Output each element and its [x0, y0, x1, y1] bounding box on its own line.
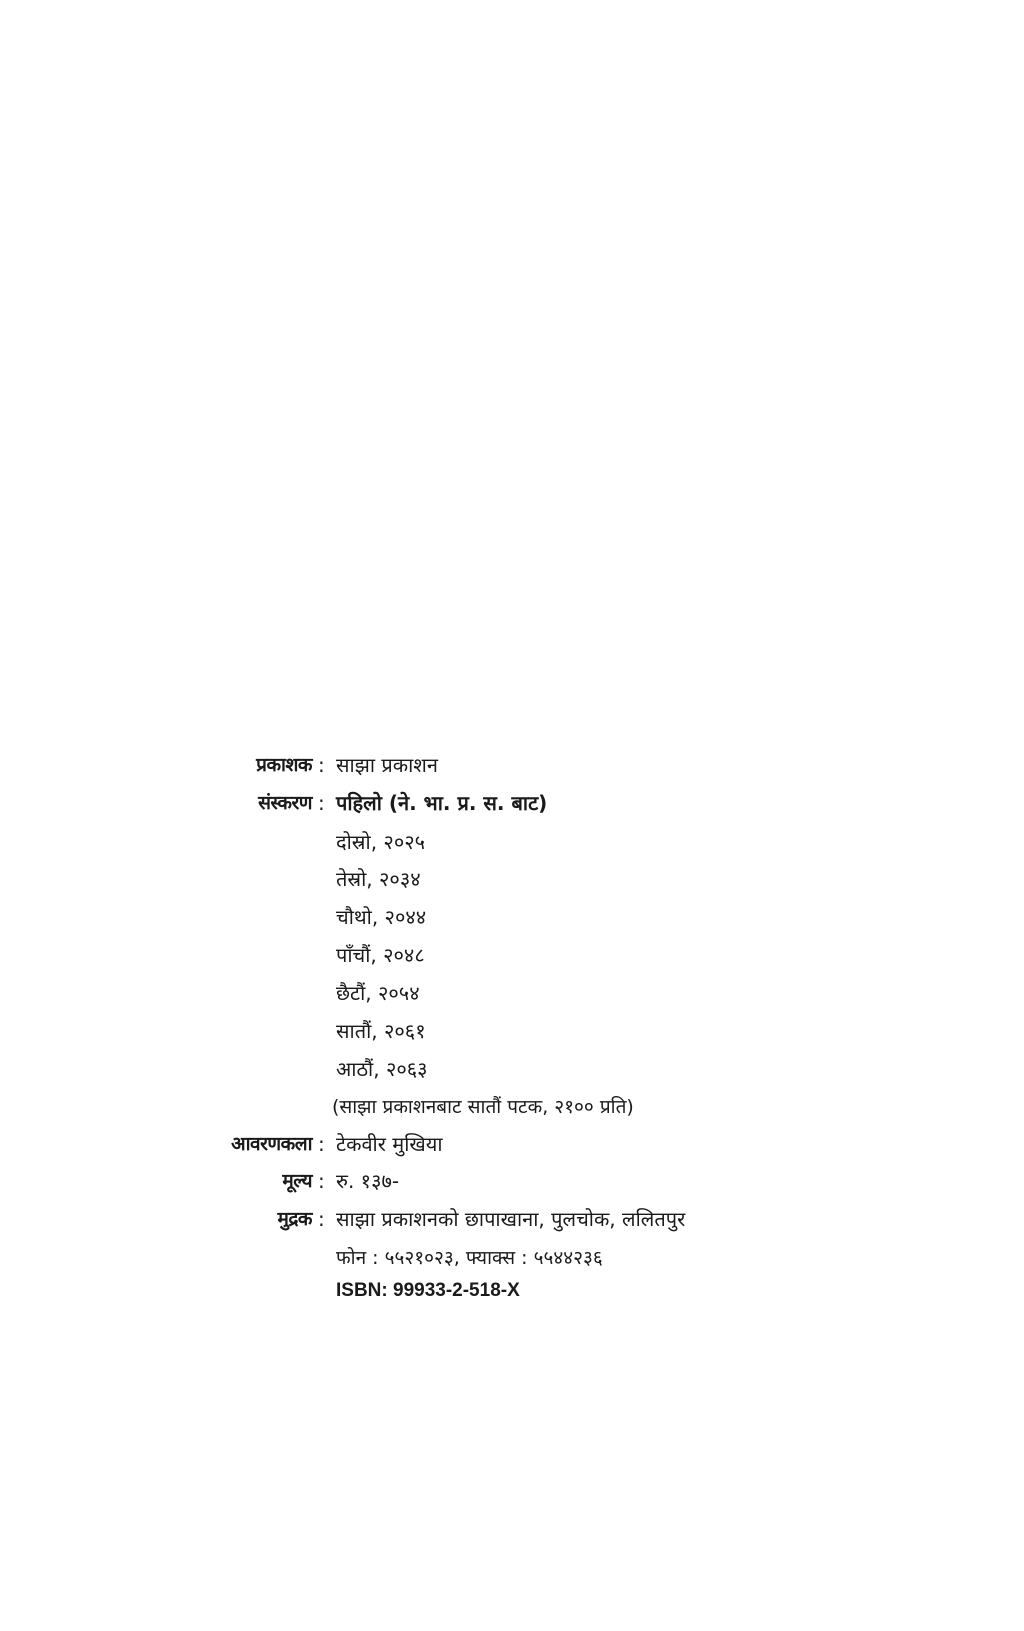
printer-contact: फोन : ५५२१०२३, फ्याक्स : ५५४४२३६ — [336, 1247, 603, 1269]
edition-item: चौथो, २०४४ — [336, 905, 427, 929]
edition-item: आठौं, २०६३ — [336, 1057, 428, 1081]
isbn: ISBN: 99933-2-518-X — [336, 1280, 520, 1301]
price-value: रु. १३७- — [336, 1169, 400, 1193]
edition-item: दोस्रो, २०२५ — [336, 830, 426, 854]
edition-item: पाँचौं, २०४८ — [336, 943, 425, 967]
edition-colon: : — [318, 791, 325, 815]
edition-item: छैटौं, २०५४ — [336, 981, 420, 1005]
edition-item: तेस्रो, २०३४ — [336, 867, 421, 891]
edition-note: (साझा प्रकाशनबाट सातौं पटक, २१०० प्रति) — [332, 1096, 634, 1118]
cover-art-value: टेकवीर मुखिया — [336, 1132, 443, 1156]
price-colon: : — [318, 1169, 325, 1193]
edition-first: पहिलो (ने. भा. प्र. स. बाट) — [336, 791, 548, 815]
printer-label: मुद्रक — [277, 1208, 312, 1230]
edition-item: सातौं, २०६१ — [336, 1019, 426, 1043]
publisher-colon: : — [318, 753, 325, 777]
publisher-label: प्रकाशक — [256, 754, 312, 776]
publisher-value: साझा प्रकाशन — [336, 753, 438, 777]
cover-art-label: आवरणकला — [231, 1133, 312, 1155]
printer-colon: : — [318, 1207, 325, 1231]
cover-art-colon: : — [318, 1132, 325, 1156]
price-label: मूल्य — [282, 1170, 312, 1192]
edition-label: संस्करण — [258, 792, 312, 814]
printer-value: साझा प्रकाशनको छापाखाना, पुलचोक, ललितपुर — [336, 1207, 686, 1231]
